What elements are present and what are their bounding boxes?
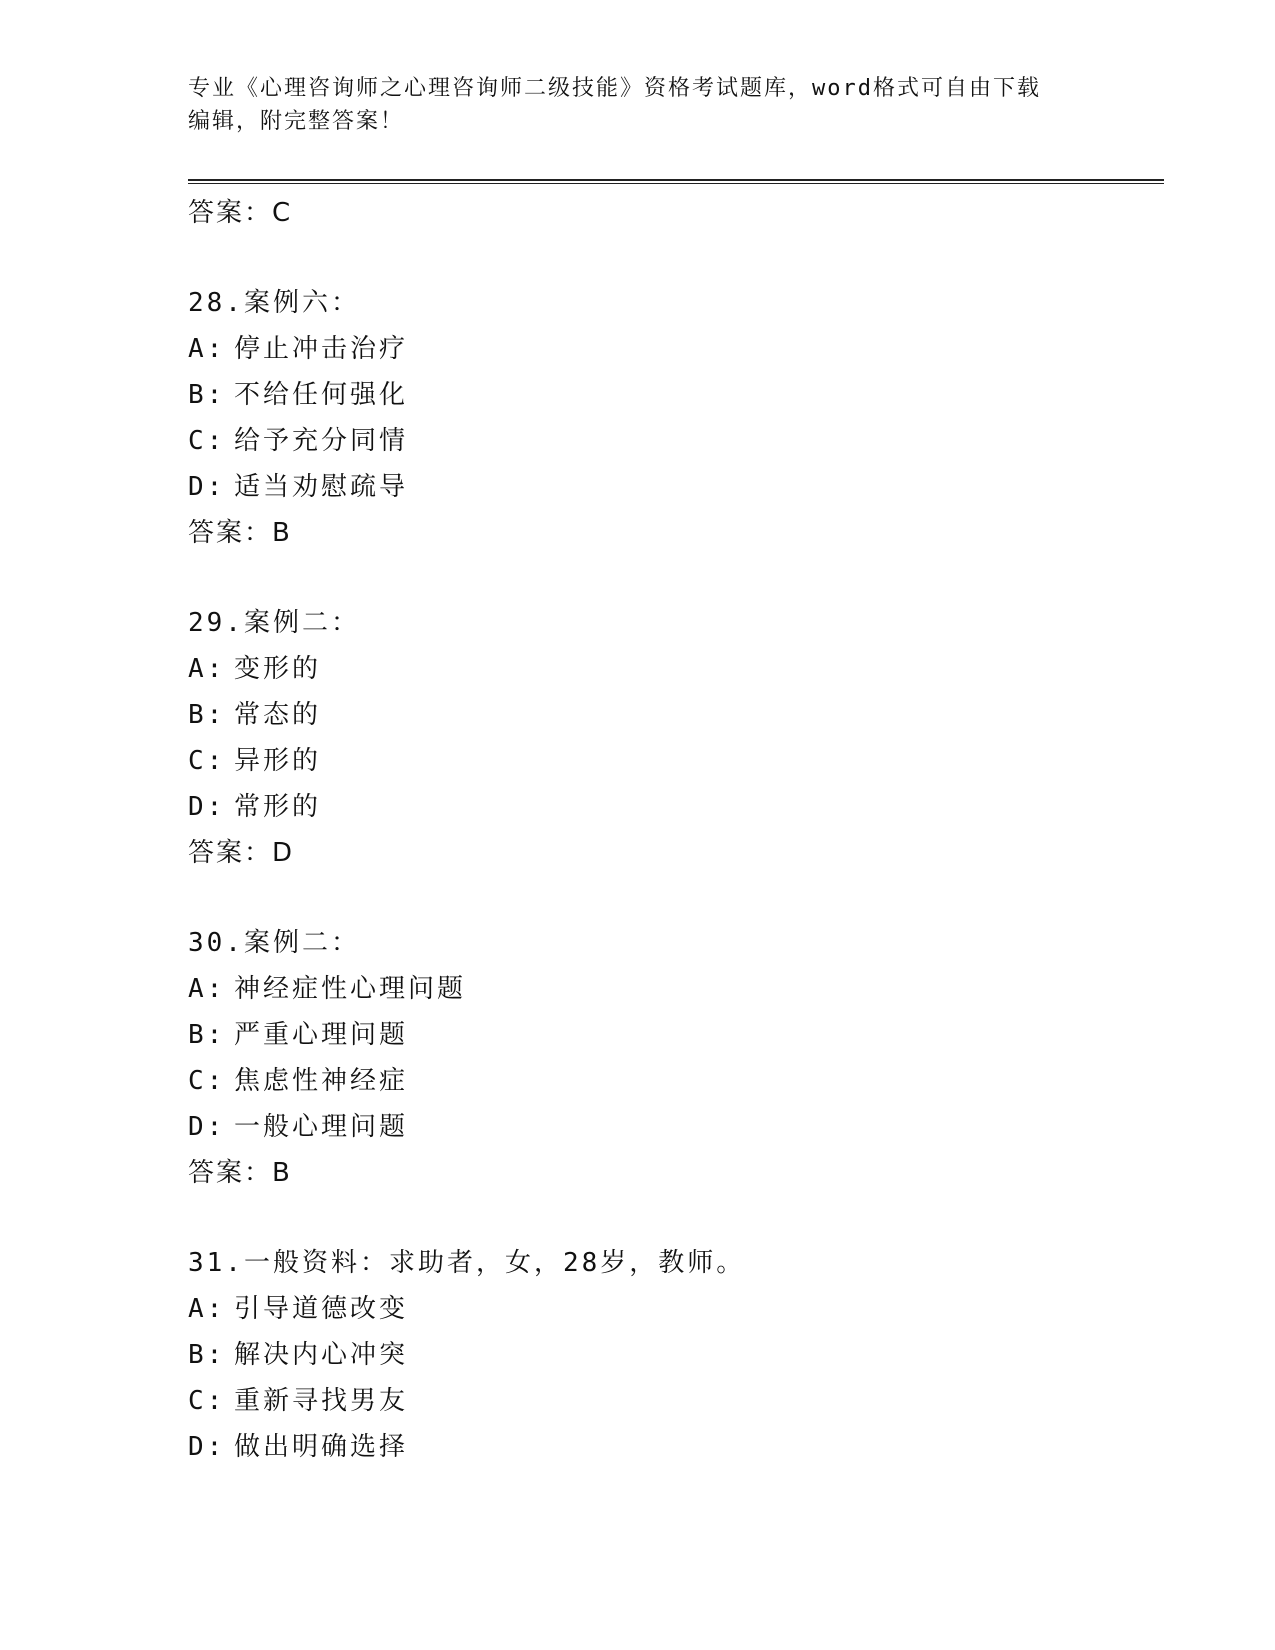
question-list — [188, 190, 1164, 1470]
option-text: 常态的 — [234, 700, 322, 730]
question-block — [188, 600, 1164, 876]
option-text: 神经症性心理问题 — [234, 974, 467, 1004]
option-key: D: — [188, 472, 226, 502]
option-key: B: — [188, 700, 226, 730]
option-key: A: — [188, 654, 226, 684]
header-divider-thin — [188, 183, 1164, 184]
option-key: B: — [188, 1340, 226, 1370]
answer-line: 答案：C — [188, 198, 293, 228]
option-text: 变形的 — [234, 654, 322, 684]
option-text: 异形的 — [234, 746, 322, 776]
option-text: 常形的 — [234, 792, 322, 822]
option-b — [188, 692, 1164, 738]
option-key: A: — [188, 1294, 226, 1324]
option-text: 解决内心冲突 — [234, 1340, 409, 1370]
option-text: 适当劝慰疏导 — [234, 472, 409, 502]
option-key: C: — [188, 1066, 226, 1096]
option-key: D: — [188, 792, 226, 822]
option-b — [188, 372, 1164, 418]
option-text: 严重心理问题 — [234, 1020, 409, 1050]
question-title: 31.一般资料：求助者，女，28岁，教师。 — [188, 1248, 746, 1278]
option-d — [188, 464, 1164, 510]
question-title: 29.案例二： — [188, 608, 360, 638]
option-a — [188, 966, 1164, 1012]
option-d — [188, 1424, 1164, 1470]
option-c — [188, 418, 1164, 464]
option-c — [188, 1378, 1164, 1424]
option-a — [188, 646, 1164, 692]
header-line-1: 专业《心理咨询师之心理咨询师二级技能》资格考试题库，word格式可自由下载 — [188, 76, 1041, 101]
option-a — [188, 326, 1164, 372]
option-key: C: — [188, 746, 226, 776]
question-block — [188, 280, 1164, 556]
option-key: A: — [188, 334, 226, 364]
option-text: 给予充分同情 — [234, 426, 409, 456]
option-c — [188, 1058, 1164, 1104]
option-d — [188, 1104, 1164, 1150]
option-text: 做出明确选择 — [234, 1432, 409, 1462]
option-a — [188, 1286, 1164, 1332]
option-text: 引导道德改变 — [234, 1294, 409, 1324]
option-c — [188, 738, 1164, 784]
option-key: A: — [188, 974, 226, 1004]
option-text: 停止冲击治疗 — [234, 334, 409, 364]
option-b — [188, 1012, 1164, 1058]
question-title: 28.案例六： — [188, 288, 360, 318]
option-text: 焦虑性神经症 — [234, 1066, 409, 1096]
option-key: D: — [188, 1112, 226, 1142]
option-key: C: — [188, 1386, 226, 1416]
option-key: B: — [188, 1020, 226, 1050]
option-key: C: — [188, 426, 226, 456]
option-text: 一般心理问题 — [234, 1112, 409, 1142]
question-block — [188, 920, 1164, 1196]
answer-line: 答案：D — [188, 838, 295, 868]
question-title: 30.案例二： — [188, 928, 360, 958]
option-key: B: — [188, 380, 226, 410]
question-block — [188, 1240, 1164, 1470]
option-key: D: — [188, 1432, 226, 1462]
option-text: 不给任何强化 — [234, 380, 409, 410]
header-divider-thick — [188, 179, 1164, 181]
header-line-2: 编辑，附完整答案！ — [188, 109, 405, 134]
answer-line: 答案：B — [188, 1158, 292, 1188]
document-header — [188, 72, 1088, 138]
option-d — [188, 784, 1164, 830]
option-text: 重新寻找男友 — [234, 1386, 409, 1416]
option-b — [188, 1332, 1164, 1378]
answer-line: 答案：B — [188, 518, 292, 548]
